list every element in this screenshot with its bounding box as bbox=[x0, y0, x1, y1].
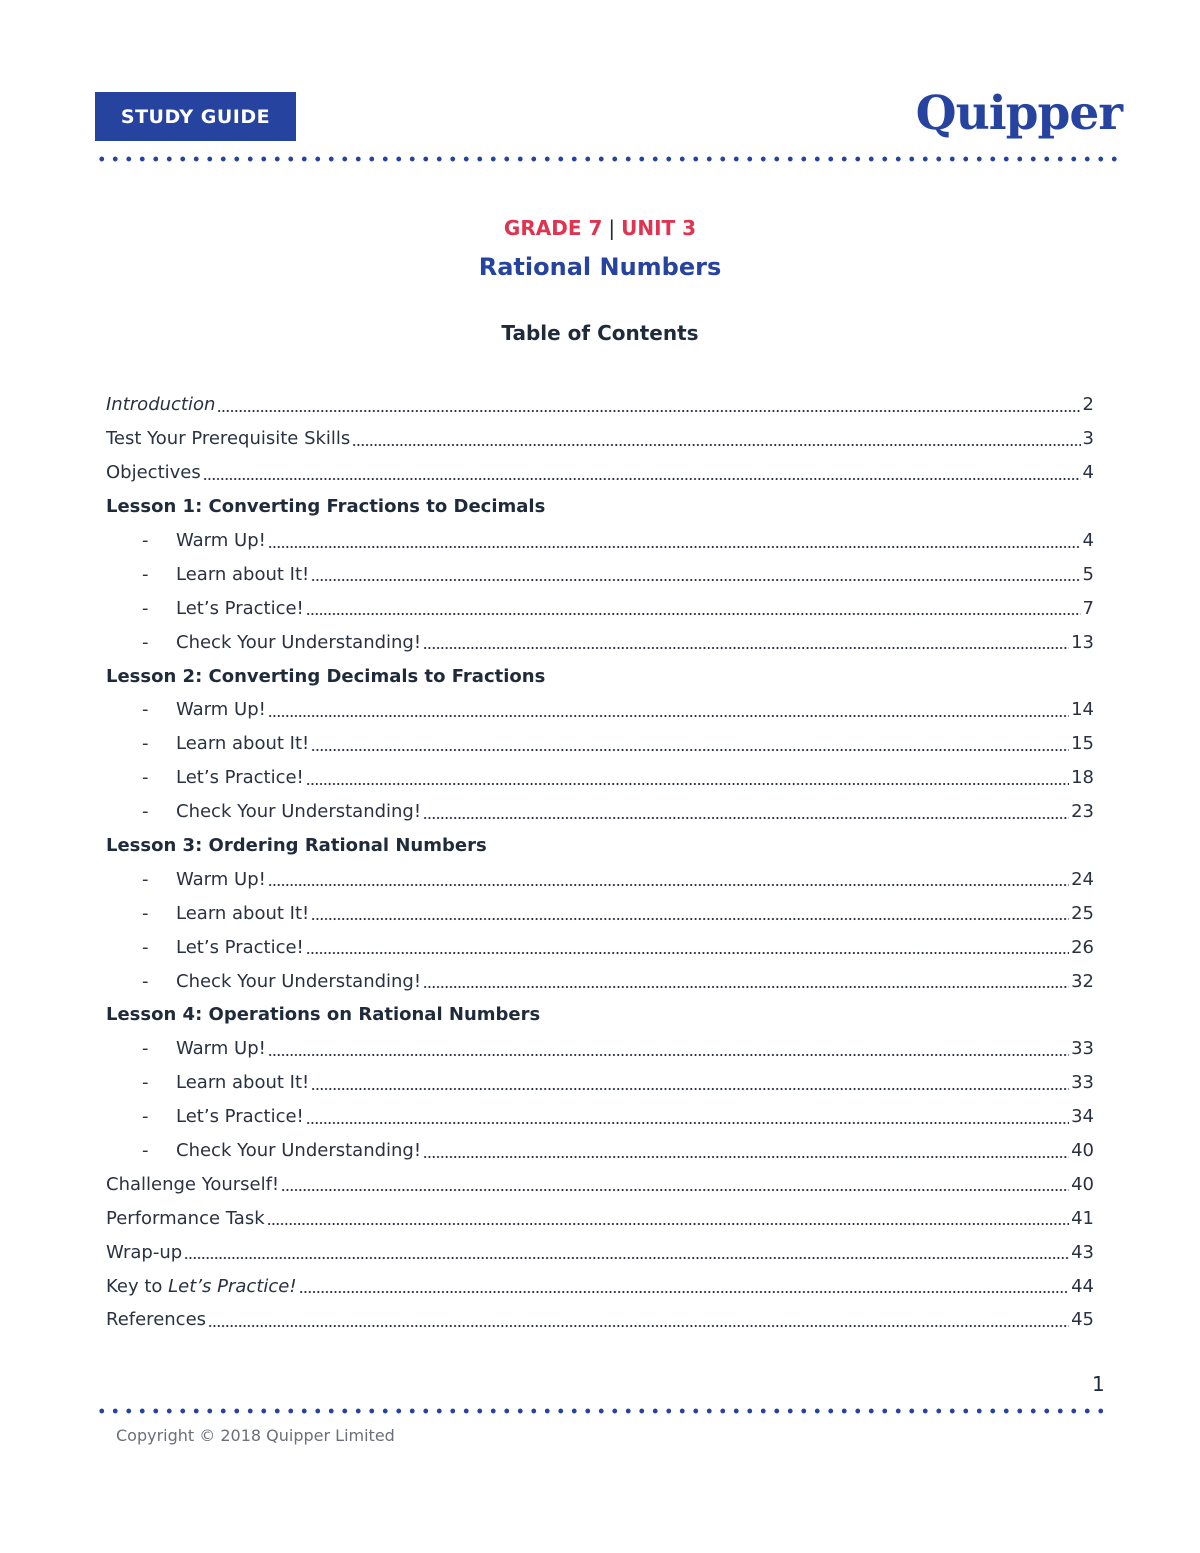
toc-entry-introduction[interactable] bbox=[106, 388, 1094, 422]
toc-entry-references[interactable] bbox=[106, 1303, 1094, 1337]
dot-leader bbox=[311, 904, 1069, 922]
bullet-dash: - bbox=[142, 631, 149, 653]
dot-leader bbox=[306, 938, 1069, 956]
toc-subentry-learn-about-it[interactable] bbox=[106, 557, 1094, 591]
dot-leader bbox=[217, 396, 1080, 414]
toc-page-number: 33 bbox=[1071, 1038, 1094, 1060]
toc-entry-label: Let’s Practice! bbox=[176, 597, 304, 619]
toc-subentry-lets-practice[interactable] bbox=[106, 1100, 1094, 1134]
toc-entry-label: Warm Up! bbox=[176, 699, 266, 721]
toc-page-number: 3 bbox=[1082, 428, 1094, 450]
toc-page-number: 4 bbox=[1082, 530, 1094, 551]
toc-page-number: 26 bbox=[1071, 936, 1094, 958]
footer-dotted-divider bbox=[95, 1408, 1103, 1414]
toc-page-number: 40 bbox=[1071, 1140, 1094, 1162]
toc-page-number: 25 bbox=[1071, 902, 1094, 924]
bullet-dash: - bbox=[142, 1106, 149, 1128]
dot-leader bbox=[268, 701, 1069, 719]
toc-page-number: 24 bbox=[1071, 868, 1094, 890]
dot-leader bbox=[184, 1243, 1069, 1261]
toc-entry-label: Performance Task bbox=[106, 1207, 265, 1229]
dot-leader bbox=[203, 464, 1081, 482]
toc-page-number: 4 bbox=[1082, 462, 1094, 484]
toc-page-number: 32 bbox=[1071, 970, 1094, 992]
bullet-dash: - bbox=[142, 936, 149, 958]
toc-page-number: 15 bbox=[1071, 733, 1094, 755]
dot-leader bbox=[423, 633, 1069, 651]
table-of-contents bbox=[106, 388, 1094, 1337]
toc-entry-wrap-up[interactable] bbox=[106, 1235, 1094, 1269]
toc-entry-label: Let’s Practice! bbox=[176, 936, 304, 958]
toc-subentry-warm-up[interactable] bbox=[106, 1032, 1094, 1066]
bullet-dash: - bbox=[142, 801, 149, 823]
bullet-dash: - bbox=[142, 1038, 149, 1060]
dot-leader bbox=[208, 1311, 1069, 1329]
toc-entry-label-prefix: Key to bbox=[106, 1275, 169, 1297]
toc-entry-label bbox=[106, 1276, 297, 1297]
toc-subentry-check-understanding[interactable] bbox=[106, 964, 1094, 998]
toc-page-number: 13 bbox=[1071, 631, 1094, 653]
dot-leader bbox=[299, 1277, 1070, 1295]
toc-page-number: 43 bbox=[1071, 1241, 1094, 1263]
dot-leader bbox=[306, 769, 1069, 787]
unit-label: UNIT 3 bbox=[621, 216, 697, 240]
quipper-logo: Quipper bbox=[915, 86, 1122, 141]
grade-unit-separator: | bbox=[608, 216, 616, 240]
toc-entry-label: Test Your Prerequisite Skills bbox=[106, 428, 351, 450]
toc-page-number: 40 bbox=[1071, 1173, 1094, 1195]
toc-entry-label: Wrap-up bbox=[106, 1241, 183, 1263]
toc-entry-label: Learn about It! bbox=[176, 902, 310, 924]
toc-entry-label-italic: Let’s Practice! bbox=[168, 1275, 297, 1297]
toc-subentry-lets-practice[interactable] bbox=[106, 761, 1094, 795]
toc-entry-prerequisite-skills[interactable] bbox=[106, 422, 1094, 456]
toc-entry-label: Check Your Understanding! bbox=[176, 631, 422, 653]
toc-subentry-check-understanding[interactable] bbox=[106, 1134, 1094, 1168]
toc-subentry-learn-about-it[interactable] bbox=[106, 1066, 1094, 1100]
dot-leader bbox=[306, 599, 1081, 617]
toc-page-number: 7 bbox=[1082, 597, 1094, 619]
toc-page-number: 33 bbox=[1071, 1072, 1094, 1094]
dot-leader bbox=[268, 870, 1069, 888]
bullet-dash: - bbox=[142, 699, 149, 721]
toc-entry-performance-task[interactable] bbox=[106, 1201, 1094, 1235]
toc-lesson-heading: Lesson 4: Operations on Rational Numbers bbox=[106, 1004, 541, 1026]
toc-entry-label: Check Your Understanding! bbox=[176, 970, 422, 992]
copyright-notice: Copyright © 2018 Quipper Limited bbox=[116, 1426, 395, 1445]
bullet-dash: - bbox=[142, 868, 149, 890]
bullet-dash: - bbox=[142, 970, 149, 992]
toc-entry-label: Learn about It! bbox=[176, 1072, 310, 1094]
bullet-dash: - bbox=[142, 563, 149, 585]
toc-subentry-warm-up[interactable] bbox=[106, 524, 1094, 558]
bullet-dash: - bbox=[142, 733, 149, 755]
dot-leader bbox=[352, 430, 1080, 448]
toc-page-number: 41 bbox=[1071, 1207, 1094, 1229]
toc-entry-label: Let’s Practice! bbox=[176, 1106, 304, 1128]
toc-subentry-lets-practice[interactable] bbox=[106, 930, 1094, 964]
toc-page-number: 44 bbox=[1071, 1275, 1094, 1297]
toc-subentry-check-understanding[interactable] bbox=[106, 795, 1094, 829]
page-number: 1 bbox=[1092, 1372, 1105, 1396]
toc-entry-label: Warm Up! bbox=[176, 868, 266, 890]
grade-label: GRADE 7 bbox=[503, 216, 603, 240]
dot-leader bbox=[311, 735, 1069, 753]
bullet-dash: - bbox=[142, 597, 149, 619]
dot-leader bbox=[311, 565, 1080, 583]
header-dotted-divider bbox=[95, 156, 1125, 162]
toc-entry-challenge-yourself[interactable] bbox=[106, 1167, 1094, 1201]
toc-subentry-warm-up[interactable] bbox=[106, 862, 1094, 896]
dot-leader bbox=[281, 1175, 1069, 1193]
toc-page-number: 2 bbox=[1082, 394, 1094, 416]
toc-lesson-heading: Lesson 2: Converting Decimals to Fractions bbox=[106, 665, 546, 687]
toc-entry-label: References bbox=[106, 1309, 207, 1331]
toc-entry-label: Learn about It! bbox=[176, 563, 310, 585]
toc-entry-label: Objectives bbox=[106, 462, 201, 484]
bullet-dash: - bbox=[142, 767, 149, 789]
dot-leader bbox=[268, 532, 1081, 550]
bullet-dash: - bbox=[142, 1072, 149, 1094]
bullet-dash: - bbox=[142, 902, 149, 924]
toc-entry-key-to-practice[interactable] bbox=[106, 1269, 1094, 1303]
toc-entry-label: Check Your Understanding! bbox=[176, 801, 422, 823]
toc-subentry-lets-practice[interactable] bbox=[106, 591, 1094, 625]
toc-entry-label: Warm Up! bbox=[176, 1038, 266, 1060]
toc-entry-label: Let’s Practice! bbox=[176, 767, 304, 789]
toc-page-number: 5 bbox=[1082, 563, 1094, 585]
dot-leader bbox=[311, 1074, 1069, 1092]
study-guide-badge bbox=[95, 92, 296, 141]
toc-page-number: 23 bbox=[1071, 801, 1094, 823]
bullet-dash: - bbox=[142, 530, 149, 551]
toc-lesson-heading: Lesson 3: Ordering Rational Numbers bbox=[106, 835, 487, 857]
toc-entry-label: Introduction bbox=[106, 394, 216, 416]
toc-lesson-heading: Lesson 1: Converting Fractions to Decimals bbox=[106, 496, 546, 518]
page-title: Rational Numbers bbox=[478, 253, 722, 281]
grade-unit-line bbox=[0, 216, 1200, 240]
bullet-dash: - bbox=[142, 1140, 149, 1162]
toc-heading: Table of Contents bbox=[501, 321, 699, 345]
badge-label: STUDY GUIDE bbox=[120, 105, 271, 128]
dot-leader bbox=[306, 1108, 1069, 1126]
dot-leader bbox=[423, 972, 1069, 990]
dot-leader bbox=[267, 1209, 1069, 1227]
toc-entry-label: Check Your Understanding! bbox=[176, 1140, 422, 1162]
toc-entry-label: Learn about It! bbox=[176, 733, 310, 755]
toc-subentry-learn-about-it[interactable] bbox=[106, 727, 1094, 761]
toc-entry-objectives[interactable] bbox=[106, 456, 1094, 490]
toc-subentry-warm-up[interactable] bbox=[106, 693, 1094, 727]
toc-page-number: 34 bbox=[1071, 1106, 1094, 1128]
toc-page-number: 45 bbox=[1071, 1309, 1094, 1331]
dot-leader bbox=[423, 1142, 1069, 1160]
toc-subentry-check-understanding[interactable] bbox=[106, 625, 1094, 659]
dot-leader bbox=[423, 803, 1069, 821]
toc-entry-label: Warm Up! bbox=[176, 530, 266, 551]
toc-subentry-learn-about-it[interactable] bbox=[106, 896, 1094, 930]
dot-leader bbox=[268, 1040, 1069, 1058]
toc-page-number: 14 bbox=[1071, 699, 1094, 721]
toc-page-number: 18 bbox=[1071, 767, 1094, 789]
toc-entry-label: Challenge Yourself! bbox=[106, 1173, 280, 1195]
